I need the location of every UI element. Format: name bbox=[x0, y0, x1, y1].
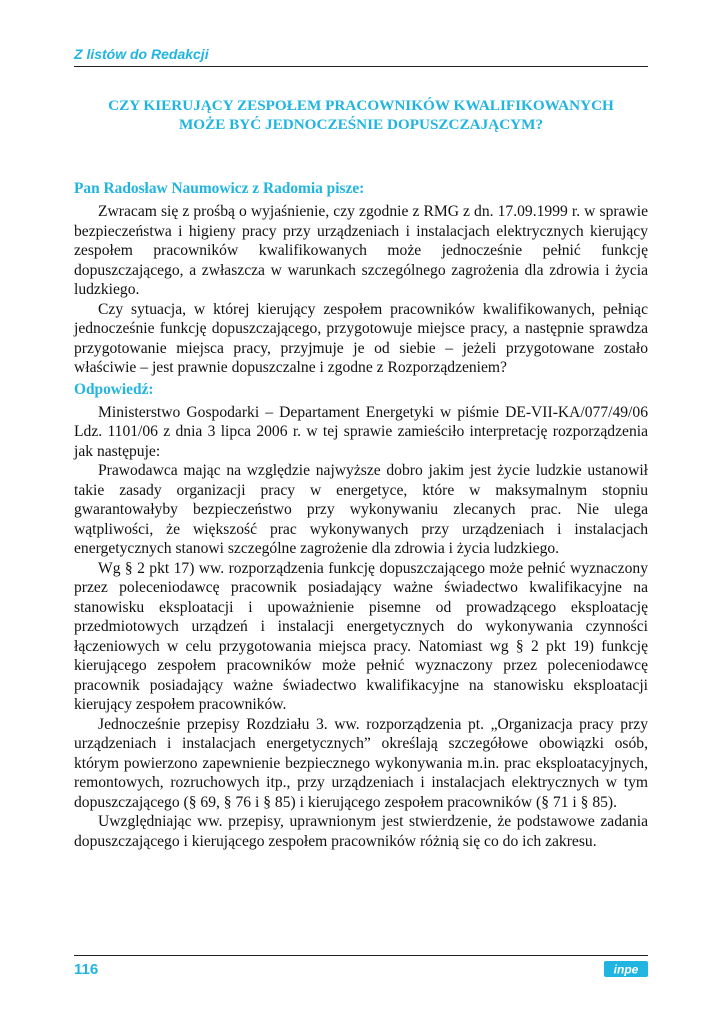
section-header: Z listów do Redakcji bbox=[74, 46, 209, 62]
question-heading: Pan Radosław Naumowicz z Radomia pisze: bbox=[74, 180, 365, 197]
answer-paragraph-3: Wg § 2 pkt 17) ww. rozporządzenia funkcję dopuszczającego może pełnić wyznaczony przez poleceniodawcę pracownik posiadający ważne świadectwo kwalifikacyjne na stanowisku eksploatacji i upoważnienie pisemne od prowadzącego eksploatację przedmiotowych urządzeń i instalacji energetycznych do wykonywania czynności łączeniowych w celu przygotowania miejsca pracy. Natomiast wg § 2 pkt 19) funkcję kierującego zespołem pracowników może pełnić wyznaczony przez poleceniodawcę pracownik posiadający ważne świadectwo kwalifikacyjne na stanowisku eksploatacji kierujący zespołem pracowników. bbox=[74, 559, 648, 713]
answer-paragraph-1: Ministerstwo Gospodarki – Departament Energetyki w piśmie DE-VII-KA/077/49/06 Ldz. 1101/06 z dnia 3 lipca 2006 r. w tej sprawie zamieściło interpretację rozporządzenia jak następuje: bbox=[74, 403, 648, 460]
answer-paragraph-2: Prawodawca mając na względzie najwyższe dobro jakim jest życie ludzkie ustanowił takie zasady organizacji pracy w energetyce, które w maksymalnym stopniu gwarantowałyby bezpieczeństwo przy wykonywaniu zlecanych prac. Nie ulega wątpliwości, że większość prac wykonywanych przy urządzeniach i instalacjach energetycznych stanowi szczególne zagrożenie dla zdrowia i życia ludzkiego. bbox=[74, 462, 648, 557]
footer-divider bbox=[74, 955, 648, 956]
question-paragraph-1: Zwracam się z prośbą o wyjaśnienie, czy zgodnie z RMG z dn. 17.09.1999 r. w sprawie bezpieczeństwa i higieny pracy przy urządzeniach i instalacjach elektrycznych kierujący zespołem pracowników kwalifikowanych może jednocześnie pełnić funkcję dopuszczającego, a zwłaszcza w warunkach szczególnego zagrożenia dla zdrowia i życia ludzkiego. bbox=[74, 203, 648, 298]
publisher-logo bbox=[604, 961, 648, 977]
article-title-line-2: MOŻE BYĆ JEDNOCZEŚNIE DOPUSZCZAJĄCYM? bbox=[178, 116, 544, 133]
answer-paragraph-5: Uwzględniając ww. przepisy, uprawnionym jest stwierdzenie, że podstawowe zadania dopuszczającego i kierującego zespołem pracowników różnią się co do ich zakresu. bbox=[74, 813, 648, 850]
logo-text: inpe bbox=[613, 962, 639, 977]
question-paragraph-2: Czy sytuacja, w której kierujący zespołem pracowników kwalifikowanych, pełniąc jednocześnie funkcję dopuszczającego, przygotowuje miejsce pracy, a następnie sprawdza przygotowanie miejsca pracy, przyjmuje je od siebie – jeżeli przygotowane zostało właściwie – jest prawnie dopuszczalne i zgodne z Rozporządzeniem? bbox=[74, 300, 648, 376]
page-number: 116 bbox=[74, 961, 99, 978]
answer-paragraph-4: Jednocześnie przepisy Rozdziału 3. ww. rozporządzenia pt. „Organizacja pracy przy urządzeniach i instalacjach energetycznych” określają szczegółowe obowiązki osób, którym powierzono zapewnienie bezpiecznego wykonywania m.in. prac eksploatacyjnych, remontowych, rozruchowych itp., przy urządzeniach i instalacjach elektrycznych w tym dopuszczającego (§ 69, § 76 i § 85) i kierującego zespołem pracowników (§ 71 i § 85). bbox=[74, 715, 648, 811]
answer-heading: Odpowiedź: bbox=[74, 380, 154, 398]
header-divider bbox=[74, 66, 648, 67]
article-title bbox=[74, 96, 648, 134]
article-body bbox=[74, 178, 648, 851]
article-title-line-1: CZY KIERUJĄCY ZESPOŁEM PRACOWNIKÓW KWALIFIKOWANYCH bbox=[108, 97, 614, 114]
